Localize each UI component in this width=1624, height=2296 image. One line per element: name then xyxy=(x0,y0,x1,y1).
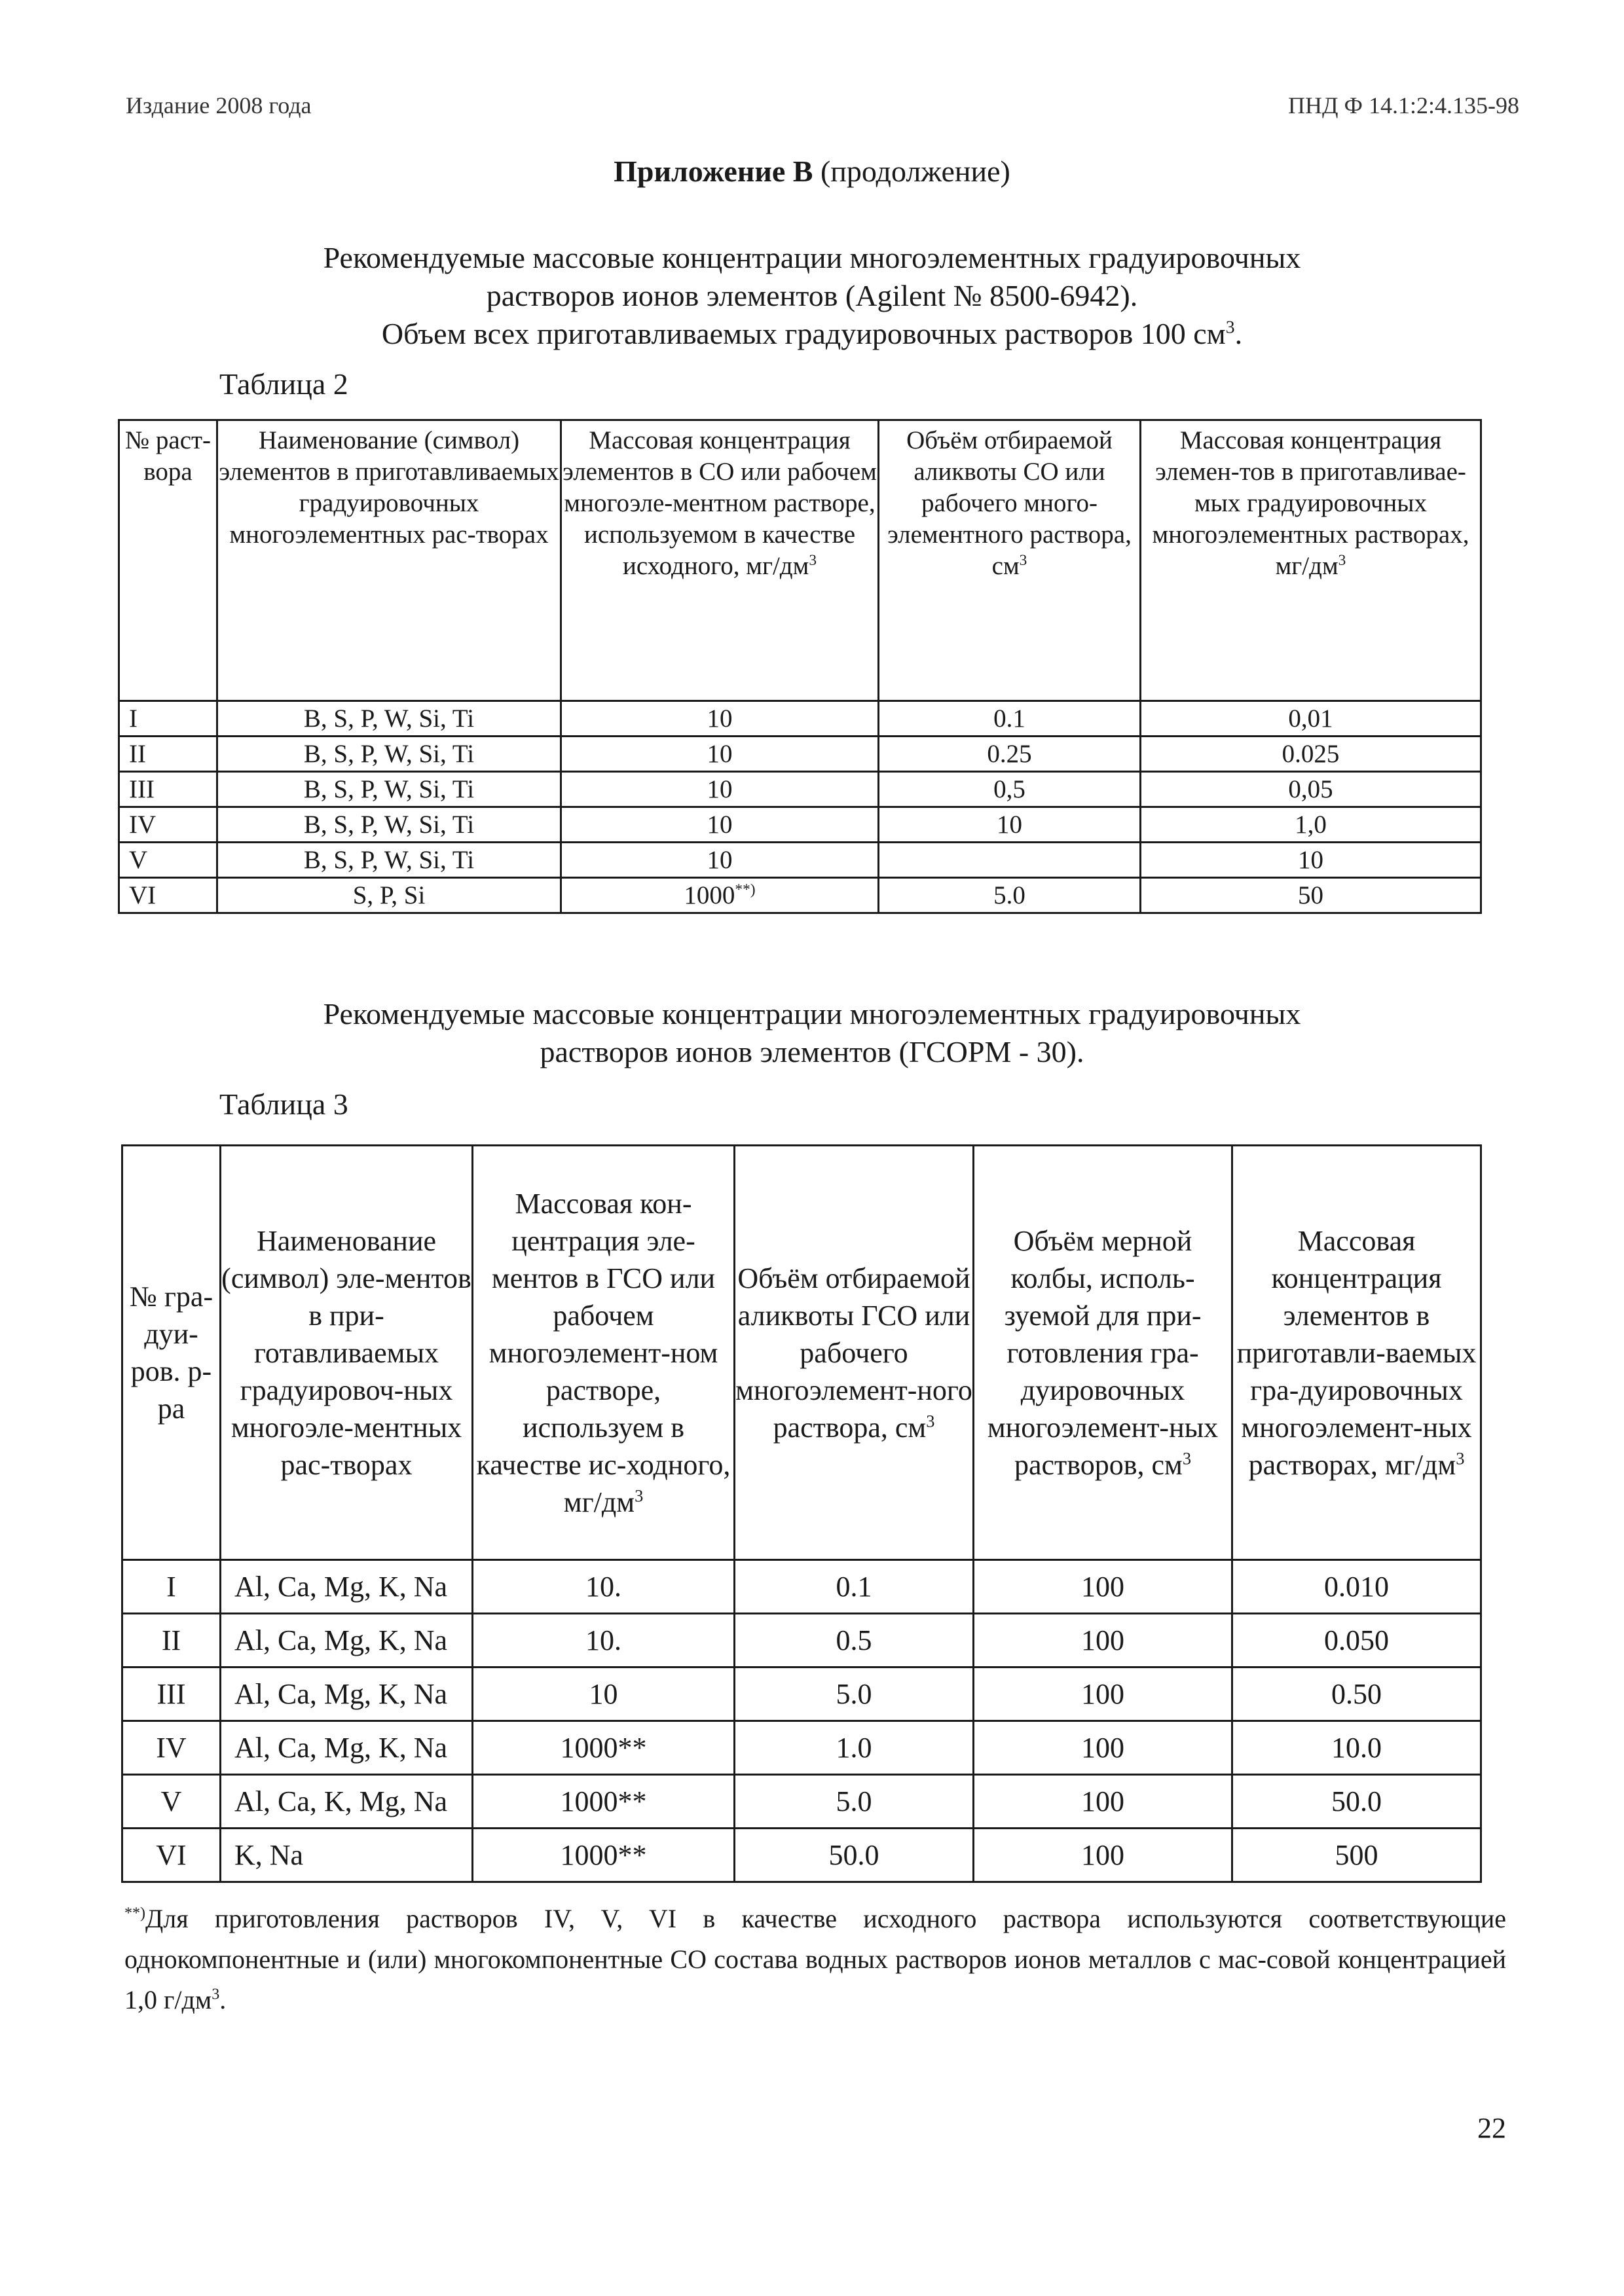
aliquot-cell: 0.1 xyxy=(735,1560,974,1614)
concentration-cell: 10. xyxy=(473,1560,735,1614)
concentration-cell: 1000** xyxy=(473,1721,735,1775)
footnote-marker: **) xyxy=(124,1904,145,1922)
table2-header-cell: Наименование (символ) элементов в приготавливаемых градуировочных многоэлементных рас-творах xyxy=(217,420,561,701)
row-number: V xyxy=(122,1775,221,1829)
table3-title-line2: растворов ионов элементов (ГСОРМ - 30). xyxy=(540,1035,1084,1068)
result-cell: 0.050 xyxy=(1232,1614,1481,1667)
table2-caption: Таблица 2 xyxy=(219,367,348,401)
concentration-cell: 10 xyxy=(473,1667,735,1721)
elements-cell: Al, Ca, Mg, K, Na xyxy=(221,1614,473,1667)
table-row xyxy=(122,1829,1481,1882)
result-cell: 0.025 xyxy=(1141,737,1481,772)
result-cell: 50 xyxy=(1141,878,1481,913)
row-number: II xyxy=(119,737,217,772)
aliquot-cell xyxy=(879,843,1141,878)
flask-volume-cell: 100 xyxy=(974,1614,1232,1667)
table-row xyxy=(119,772,1481,807)
table3-header-cell: Наименование (символ) эле-ментов в при-готавливаемых градуировоч-ных многоэле-ментных рас-творах xyxy=(221,1146,473,1560)
table2-header-row xyxy=(119,420,1481,701)
result-cell: 10 xyxy=(1141,843,1481,878)
result-cell: 0.010 xyxy=(1232,1560,1481,1614)
document-code: ПНД Ф 14.1:2:4.135-98 xyxy=(1288,92,1519,118)
elements-cell: S, P, Si xyxy=(217,878,561,913)
result-cell: 0.50 xyxy=(1232,1667,1481,1721)
elements-cell: Al, Ca, Mg, K, Na xyxy=(221,1721,473,1775)
elements-cell: B, S, P, W, Si, Ti xyxy=(217,737,561,772)
page-number: 22 xyxy=(1477,2112,1506,2144)
table-row xyxy=(119,807,1481,843)
table3-caption: Таблица 3 xyxy=(219,1087,348,1121)
aliquot-cell: 0,5 xyxy=(879,772,1141,807)
table2 xyxy=(118,419,1482,914)
table-row xyxy=(122,1614,1481,1667)
result-cell: 50.0 xyxy=(1232,1775,1481,1829)
table2-header-cell: № раст-вора xyxy=(119,420,217,701)
row-number: VI xyxy=(122,1829,221,1882)
table-row xyxy=(119,843,1481,878)
table3 xyxy=(121,1144,1482,1883)
flask-volume-cell: 100 xyxy=(974,1667,1232,1721)
table-row xyxy=(119,737,1481,772)
aliquot-cell: 0.1 xyxy=(879,701,1141,737)
aliquot-cell: 0.25 xyxy=(879,737,1141,772)
appendix-title xyxy=(0,154,1624,189)
footnote: **)Для приготовления растворов IV, V, VI в качестве исходного раствора используются соответствующие однокомпонентные и (или) многокомпонентные СО состава водных растворов ионов металлов с мас-совой концентрацией 1,0 $г/дм^3$. xyxy=(124,1904,1506,2014)
concentration-cell: 1000**) xyxy=(561,878,879,913)
row-number: III xyxy=(122,1667,221,1721)
result-cell: 1,0 xyxy=(1141,807,1481,843)
flask-volume-cell: 100 xyxy=(974,1721,1232,1775)
result-cell: 500 xyxy=(1232,1829,1481,1882)
table3-title-line1: Рекомендуемые массовые концентрации многоэлементных градуировочных xyxy=(323,997,1301,1030)
table3-header-cell: № гра-дуи-ров. р-ра xyxy=(122,1146,221,1560)
flask-volume-cell: 100 xyxy=(974,1775,1232,1829)
table-row xyxy=(122,1560,1481,1614)
table3-header-cell: Массовая концентрация элементов в приготавли-ваемых гра-дуировочных многоэлемент-ных растворах, $мг/дм^3$ xyxy=(1232,1146,1481,1560)
concentration-cell: 10 xyxy=(561,843,879,878)
elements-cell: K, Na xyxy=(221,1829,473,1882)
aliquot-cell: 50.0 xyxy=(735,1829,974,1882)
row-number: I xyxy=(119,701,217,737)
edition-label: Издание 2008 года xyxy=(126,92,312,118)
aliquot-cell: 1.0 xyxy=(735,1721,974,1775)
flask-volume-cell: 100 xyxy=(974,1829,1232,1882)
table2-header-cell: Объём отбираемой аликвоты СО или рабочего много-элементного раствора, $см^3$ xyxy=(879,420,1141,701)
concentration-cell: 10 xyxy=(561,737,879,772)
elements-cell: B, S, P, W, Si, Ti xyxy=(217,701,561,737)
table3-header-cell: Объём отбираемой аликвоты ГСО или рабочего многоэлемент-ного раствора, $см^3$ xyxy=(735,1146,974,1560)
table3-header-cell: Массовая кон-центрация эле-ментов в ГСО или рабочем многоэлемент-ном растворе, используем в качестве ис-ходного, $мг/дм^3$ xyxy=(473,1146,735,1560)
row-number: IV xyxy=(119,807,217,843)
elements-cell: Al, Ca, K, Mg, Na xyxy=(221,1775,473,1829)
aliquot-cell: 5.0 xyxy=(735,1775,974,1829)
result-cell: 0,01 xyxy=(1141,701,1481,737)
concentration-cell: 10. xyxy=(473,1614,735,1667)
row-number: I xyxy=(122,1560,221,1614)
elements-cell: Al, Ca, Mg, K, Na xyxy=(221,1560,473,1614)
table-row xyxy=(122,1721,1481,1775)
concentration-cell: 10 xyxy=(561,772,879,807)
table3-header-row xyxy=(122,1146,1481,1560)
concentration-cell: 10 xyxy=(561,701,879,737)
elements-cell: B, S, P, W, Si, Ti xyxy=(217,843,561,878)
table-row xyxy=(119,878,1481,913)
result-cell: 10.0 xyxy=(1232,1721,1481,1775)
table-row xyxy=(122,1667,1481,1721)
aliquot-cell: 10 xyxy=(879,807,1141,843)
table2-header-cell: Массовая концентрация элементов в СО или рабочем многоэле-ментном растворе, используемом в качестве исходного, $мг/дм^3$ xyxy=(561,420,879,701)
table2-title-line1: Рекомендуемые массовые концентрации многоэлементных градуировочных xyxy=(323,241,1301,274)
elements-cell: B, S, P, W, Si, Ti xyxy=(217,807,561,843)
table2-title-line2: растворов ионов элементов (Agilent № 8500-6942). xyxy=(486,279,1138,312)
result-cell: 0,05 xyxy=(1141,772,1481,807)
elements-cell: B, S, P, W, Si, Ti xyxy=(217,772,561,807)
concentration-cell: 1000** xyxy=(473,1775,735,1829)
table3-title xyxy=(0,995,1624,1071)
row-number: II xyxy=(122,1614,221,1667)
row-number: VI xyxy=(119,878,217,913)
row-number: IV xyxy=(122,1721,221,1775)
table2-title-line3: Объем всех приготавливаемых градуировочных растворов 100 $см^3$. xyxy=(381,316,1243,350)
concentration-cell: 1000** xyxy=(473,1829,735,1882)
row-number: V xyxy=(119,843,217,878)
aliquot-cell: 5.0 xyxy=(735,1667,974,1721)
footnote-text: Для приготовления растворов IV, V, VI в качестве исходного раствора используются соответствующие однокомпонентные и (или) многокомпонентные СО состава водных растворов ионов металлов с мас-совой концентрацией 1,0 г/дм xyxy=(124,1904,1506,2014)
flask-volume-cell: 100 xyxy=(974,1560,1232,1614)
aliquot-cell: 5.0 xyxy=(879,878,1141,913)
table3-header-cell: Объём мерной колбы, исполь-зуемой для при-готовления гра-дуировочных многоэлемент-ных растворов, $см^3$ xyxy=(974,1146,1232,1560)
concentration-cell: 10 xyxy=(561,807,879,843)
table-row xyxy=(122,1775,1481,1829)
appendix-title-bold: Приложение В xyxy=(614,155,813,188)
appendix-title-rest: (продолжение) xyxy=(813,155,1010,188)
table2-title xyxy=(0,239,1624,353)
elements-cell: Al, Ca, Mg, K, Na xyxy=(221,1667,473,1721)
row-number: III xyxy=(119,772,217,807)
table-row xyxy=(119,701,1481,737)
table2-header-cell: Массовая концентрация элемен-тов в приготавливае-мых градуировочных многоэлементных растворах, $мг/дм^3$ xyxy=(1141,420,1481,701)
aliquot-cell: 0.5 xyxy=(735,1614,974,1667)
